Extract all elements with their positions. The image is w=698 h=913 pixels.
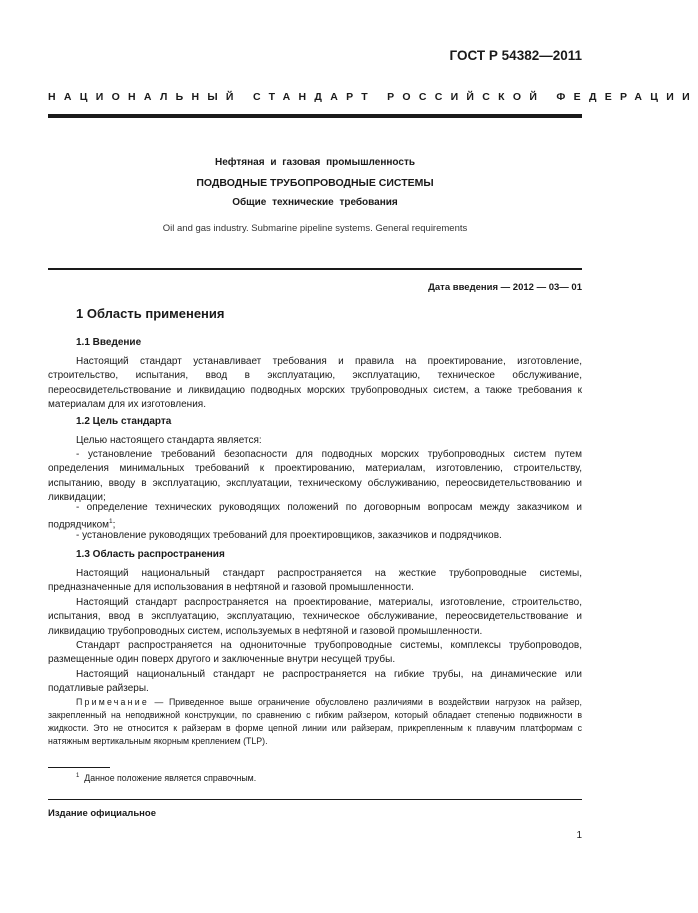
paragraph-text: Настоящий стандарт распространяется на проектирование, материалы, изготовление, строительство, испытания, ввод в эксплуатацию, эксплуатацию, техническое обслуживание, переосвидетельствование и ликвидацию трубопроводных систем, используемых в нефтяной и газовой промышленности. — [48, 597, 582, 637]
section-1-3-paragraph-3 — [48, 639, 582, 668]
section-1-1-heading: 1.1 Введение — [76, 337, 142, 348]
section-1-3-paragraph-2 — [48, 596, 582, 639]
note-block — [48, 696, 582, 748]
title-divider — [48, 268, 582, 270]
section-1-2-paragraph-4 — [48, 529, 582, 543]
section-1-3-heading: 1.3 Область распространения — [76, 549, 225, 560]
paragraph-text: Целью настоящего стандарта является: — [76, 435, 262, 446]
note-text: — Приведенное выше ограничение обусловлено различиями в воздействии нагрузок на райзер, закрепленный на неподвижной конструкции, по сравнению с гибким райзером, который обладает степенью подвижности в жидкости. Это не относится к райзерам в форме цепной линии или райзерам, прикрепленным к плавучим платформам с натяжным вертикальным якорным креплением (TLP). — [48, 697, 582, 746]
section-1-2-heading: 1.2 Цель стандарта — [76, 416, 172, 427]
footnote-mark: 1 — [76, 773, 80, 780]
paragraph-text: Настоящий национальный стандарт не распространяется на гибкие трубы, на динамические или податливые райзеры. — [48, 669, 582, 695]
introduction-date: Дата введения — 2012 — 03— 01 — [428, 282, 582, 293]
section-1-3-paragraph-1 — [48, 567, 582, 596]
sub-title: Общие технические требования — [232, 197, 398, 208]
main-title: ПОДВОДНЫЕ ТРУБОПРОВОДНЫЕ СИСТЕМЫ — [196, 177, 434, 189]
paragraph-text: - установление руководящих требований для проектировщиков, заказчиков и подрядчиков. — [76, 530, 502, 541]
edition-label: Издание официальное — [48, 808, 156, 819]
note-label: Примечание — [76, 697, 149, 707]
footnote — [76, 773, 256, 783]
header-divider — [48, 114, 582, 118]
footer-divider — [48, 799, 582, 800]
paragraph-text: Настоящий стандарт устанавливает требования и правила на проектирование, изготовление, строительство, испытания, ввод в эксплуатацию, эксплуатацию, техническое обслуживание, переосвидетельствование и ликвидацию подводных морских трубопроводных систем, а также требования к материалам для их изготовления. — [48, 356, 582, 411]
paragraph-text: - установление требований безопасности для подводных морских трубопроводных систем путем определения минимальных требований к проектированию, материалам, изготовлению, строительству, испытанию, вводу в эксплуатацию, эксплуатации, техническому обслуживанию, переосвидетельствованию и ликвидации; — [48, 449, 582, 504]
section-1-2-paragraph-1 — [48, 434, 582, 448]
document-id: ГОСТ Р 54382—2011 — [449, 48, 582, 63]
page-number: 1 — [576, 830, 582, 841]
section-1-heading: 1 Область применения — [76, 306, 225, 321]
paragraph-text: - определение технических руководящих положений по договорным вопросам между заказчиком и подрядчиком — [48, 502, 582, 531]
footnote-divider — [48, 767, 110, 768]
paragraph-text: Настоящий национальный стандарт распространяется на жесткие трубопроводные системы, предназначенные для использования в нефтяной и газовой промышленности. — [48, 568, 582, 594]
english-title: Oil and gas industry. Submarine pipeline systems. General requirements — [162, 223, 468, 234]
section-1-1-paragraph — [48, 355, 582, 413]
section-1-3-paragraph-4 — [48, 668, 582, 697]
footnote-reference: 1 — [109, 518, 113, 526]
industry-title: Нефтяная и газовая промышленность — [215, 157, 415, 168]
paragraph-text-end: ; — [112, 519, 116, 531]
standard-type-heading: НАЦИОНАЛЬНЫЙ СТАНДАРТ РОССИЙСКОЙ ФЕДЕРАЦИИ — [48, 91, 698, 103]
paragraph-text: Стандарт распространяется на однониточные трубопроводные системы, комплексы трубопроводов, размещенные один поверх другого и заключенные внутри несущей трубы. — [48, 640, 582, 666]
section-1-2-paragraph-2 — [48, 448, 582, 506]
footnote-text: Данное положение является справочным. — [84, 773, 257, 783]
